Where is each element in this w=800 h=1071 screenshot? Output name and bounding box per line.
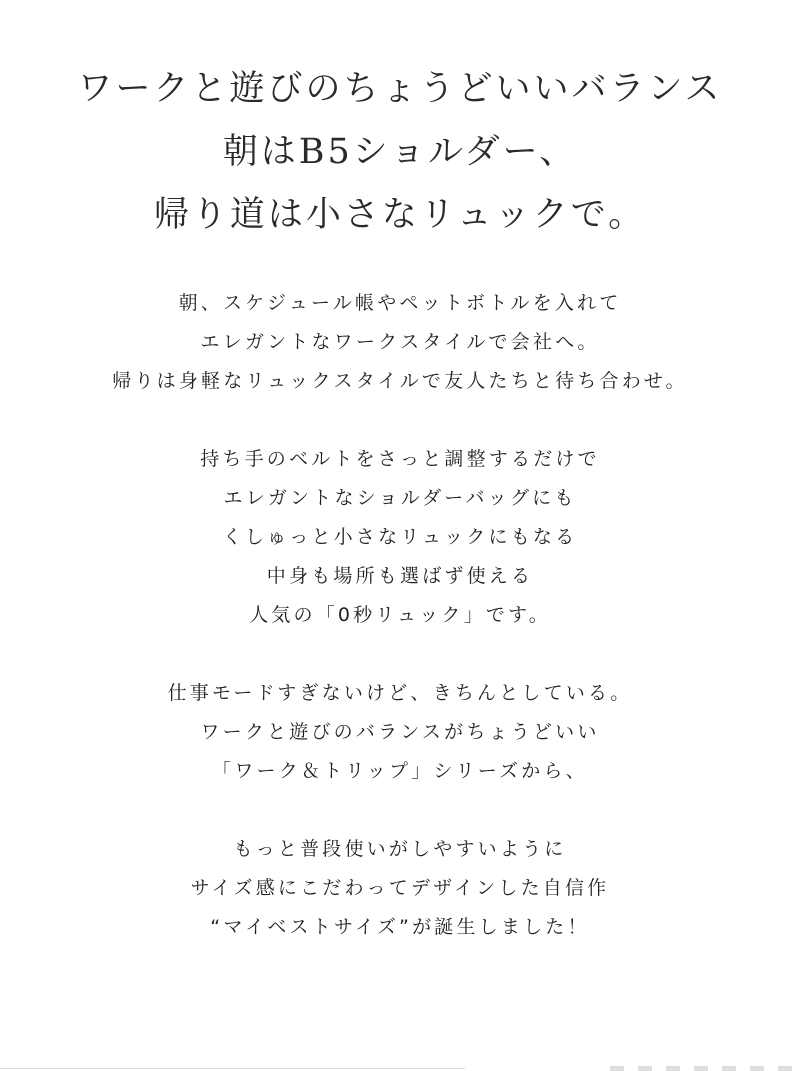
cropped-image-edge xyxy=(610,1066,800,1071)
headline-line-2: 朝はB5ショルダー、 xyxy=(222,132,578,172)
paragraph-line: ワークと遊びのバランスがちょうどいい xyxy=(200,721,600,743)
paragraph-line: 帰りは身軽なリュックスタイルで友人たちと待ち合わせ。 xyxy=(112,370,688,392)
paragraph-line: サイズ感にこだわってデザインした自信作 xyxy=(190,877,610,899)
headline xyxy=(0,58,800,247)
headline-line-3: 帰り道は小さなリュックで。 xyxy=(153,195,647,235)
paragraph-line: エレガントなショルダーバッグにも xyxy=(223,487,577,509)
paragraph-line: 人気の「0秒リュック」です。 xyxy=(249,604,551,626)
paragraph-line: エレガントなワークスタイルで会社へ。 xyxy=(200,331,600,353)
paragraph-line: 仕事モードすぎないけど、きちんとしている。 xyxy=(167,682,633,704)
paragraph-line: 「ワーク＆トリップ」シリーズから、 xyxy=(212,760,588,782)
paragraph-line: くしゅっと小さなリュックにもなる xyxy=(222,526,578,548)
paragraph-line: “マイベストサイズ”が誕生しました！ xyxy=(210,916,590,938)
paragraph-line: 持ち手のベルトをさっと調整するだけで xyxy=(200,448,600,470)
paragraph-line: もっと普段使いがしやすいように xyxy=(233,838,567,860)
paragraph-line: 中身も場所も選ばず使える xyxy=(266,565,534,587)
divider-line xyxy=(0,1068,465,1069)
bottom-divider xyxy=(0,1066,800,1071)
paragraph-my-best-size xyxy=(0,833,800,950)
paragraph-line: 朝、スケジュール帳やペットボトルを入れて xyxy=(178,292,622,314)
paragraph-zero-second-backpack xyxy=(0,443,800,638)
paragraph-work-trip-series xyxy=(0,677,800,794)
body-copy xyxy=(0,287,800,950)
paragraph-morning-evening xyxy=(0,287,800,404)
headline-line-1: ワークと遊びのちょうどいいバランス xyxy=(77,69,723,109)
